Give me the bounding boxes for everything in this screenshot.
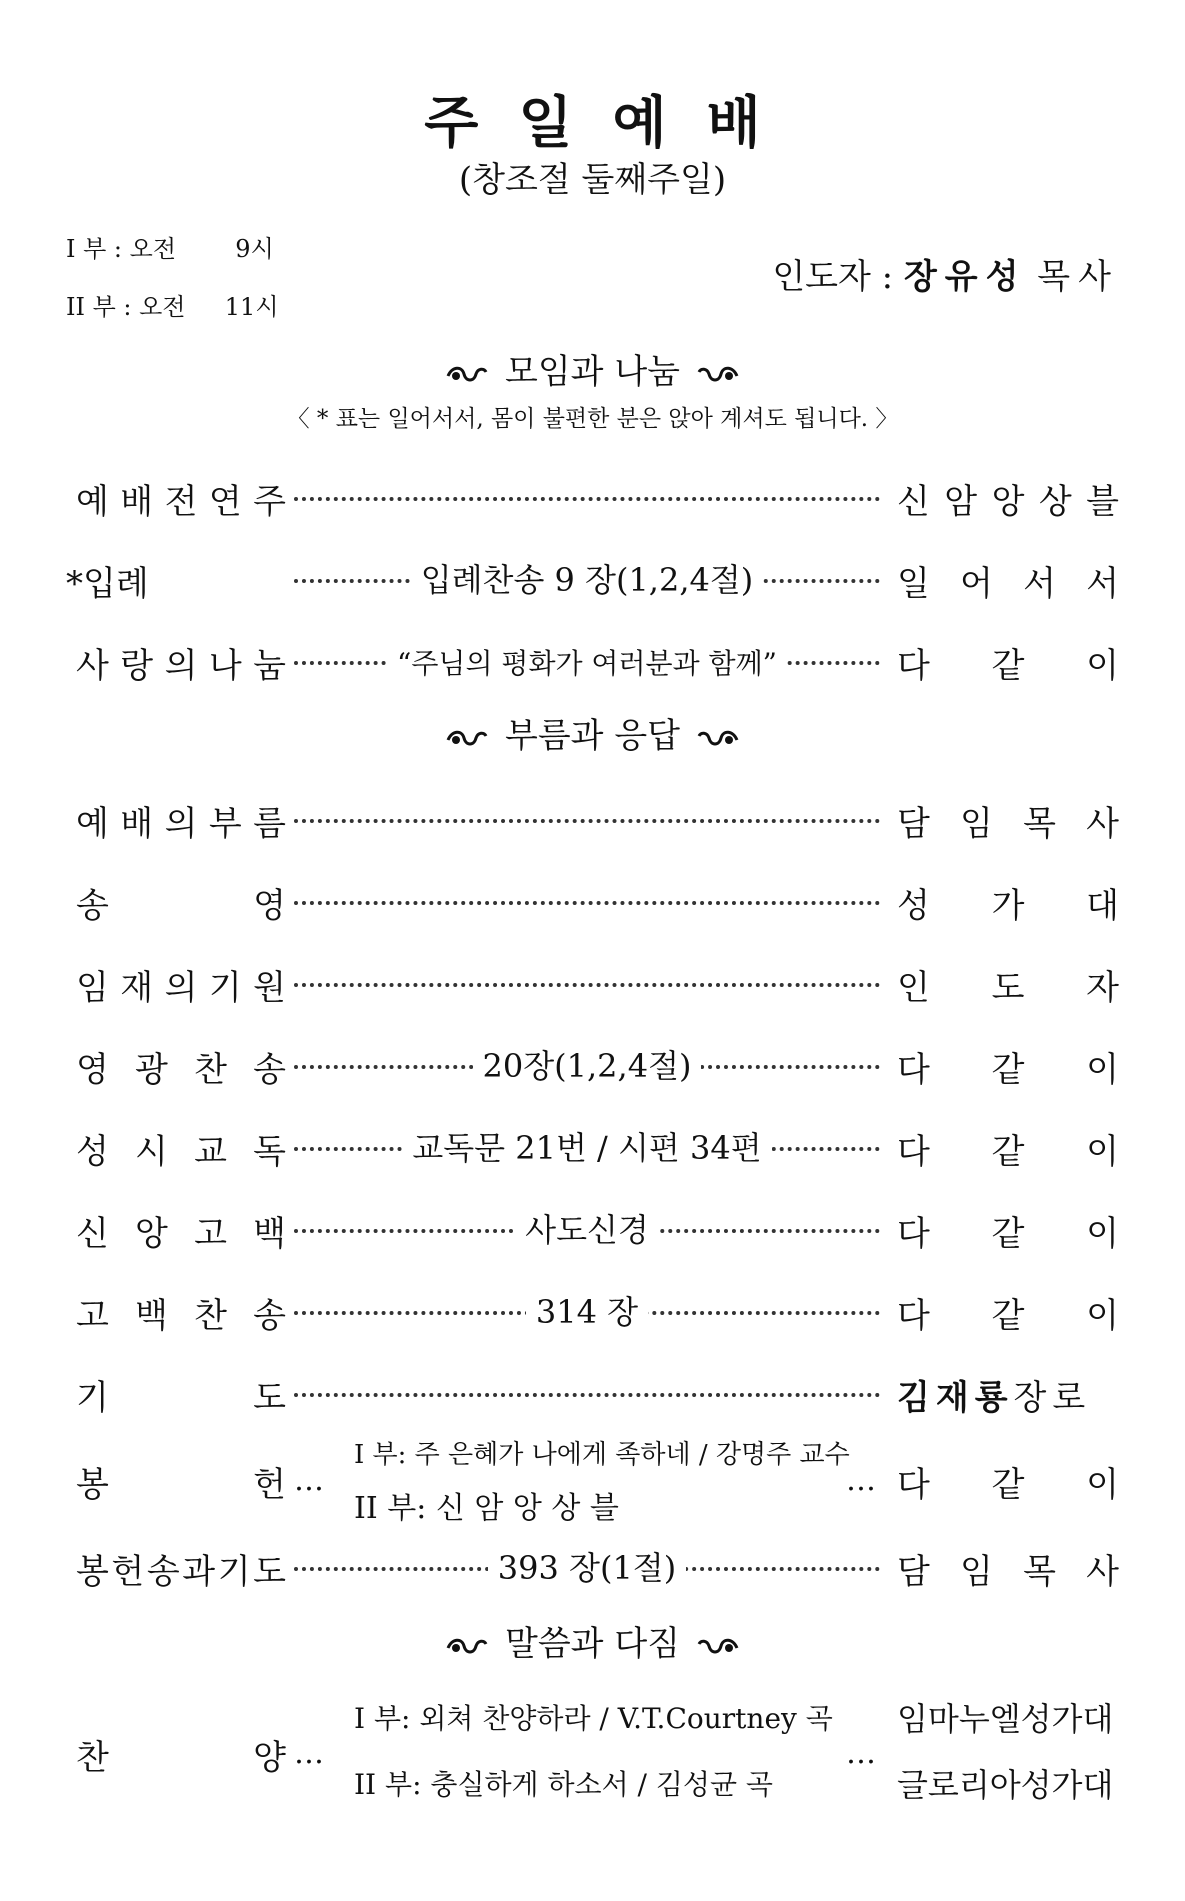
ornament-left-icon (444, 726, 488, 750)
order-label: 임 재 의 기 원 (76, 967, 286, 1008)
order-offering (66, 1426, 1119, 1536)
order-responsible: 다 같 이 (897, 1464, 1119, 1505)
leader-dots (294, 983, 880, 987)
order-label: 기 도 (76, 1377, 286, 1418)
order-entrance (66, 552, 1119, 608)
order-detail: “주님의 평화가 여러분과 함께” (294, 634, 880, 690)
order-label: 송 영 (76, 885, 286, 926)
page-title: 주일예배 (424, 91, 801, 156)
order-responsible: 담 임 목 사 (897, 1551, 1119, 1592)
anthem-part1: I 부: 외쳐 찬양하라 / V.T.Courtney 곡 (354, 1702, 833, 1735)
anthem-choir-1: 임마누엘성가대 (897, 1700, 1114, 1738)
order-offertory-prayer (66, 1540, 1119, 1596)
order-label: 고 백 찬 송 (76, 1295, 286, 1336)
order-label (66, 552, 286, 608)
standing-mark: *입례 (66, 563, 149, 604)
order-responsible: 인 도 자 (897, 967, 1119, 1008)
order-anthem (66, 1694, 1119, 1804)
order-invocation (66, 956, 1119, 1012)
leader-dots (294, 1393, 880, 1397)
order-detail: 교독문 21번 / 시편 34편 (294, 1120, 880, 1176)
order-label: 봉 헌 송 과 기 도 (76, 1551, 286, 1592)
service-time-1: I 부 : 오전 9시 (66, 235, 274, 263)
offering-part2: II 부: 신 암 앙 상 블 (354, 1491, 619, 1526)
service-time-2: II 부 : 오전 11시 (66, 293, 279, 321)
order-label: 찬 양 (76, 1737, 286, 1778)
order-confession-hymn (66, 1284, 1119, 1340)
order-responsible: 일 어 서 서 (897, 563, 1119, 604)
ornament-right-icon (697, 362, 741, 386)
leader-dots (294, 819, 880, 823)
ornament-left-icon (444, 1634, 488, 1658)
worship-leader: 인도자 : 장유성 목사 (772, 257, 1119, 297)
ornament-right-icon (697, 726, 741, 750)
ellipsis-right: … (846, 1736, 876, 1771)
order-doxology (66, 874, 1119, 930)
order-label: 성 시 교 독 (76, 1131, 286, 1172)
ornament-right-icon (697, 1634, 741, 1658)
order-detail: 314 장 (294, 1284, 880, 1340)
order-responsible: 다 같 이 (897, 1213, 1119, 1254)
order-responsible: 김재룡 장로 (897, 1377, 1092, 1418)
section-word-heading: 말씀과 다짐 (0, 1622, 1185, 1666)
section-gathering-heading: 모임과 나눔 (0, 350, 1185, 394)
section-calling-heading: 부름과 응답 (0, 714, 1185, 758)
order-label: 영 광 찬 송 (76, 1049, 286, 1090)
leader-dots (294, 497, 880, 501)
order-prayer (66, 1366, 1119, 1422)
order-hymn-of-glory (66, 1038, 1119, 1094)
offering-part1: I 부: 주 은혜가 나에게 족하네 / 강명주 교수 (354, 1440, 850, 1470)
order-responsible: 담 임 목 사 (897, 803, 1119, 844)
order-label: 예 배 전 연 주 (76, 481, 286, 522)
order-responsible: 다 같 이 (897, 1049, 1119, 1090)
ellipsis-left: … (294, 1463, 324, 1498)
standing-note: 〈 * 표는 일어서서, 몸이 불편한 분은 앉아 계셔도 됩니다. 〉 (286, 406, 899, 432)
order-detail: 393 장(1절) (294, 1540, 880, 1596)
order-detail: 입례찬송 9 장(1,2,4절) (294, 552, 880, 608)
order-label: 사 랑 의 나 눔 (76, 645, 286, 686)
order-detail: 20장(1,2,4절) (294, 1038, 880, 1094)
anthem-choir-2: 글로리아성가대 (897, 1766, 1114, 1804)
order-prelude (66, 470, 1119, 526)
ellipsis-right: … (846, 1463, 876, 1498)
order-responsible: 신 암 앙 상 블 (897, 481, 1119, 522)
order-responsible: 다 같 이 (897, 1295, 1119, 1336)
leader-dots (294, 901, 880, 905)
ornament-left-icon (444, 362, 488, 386)
order-label: 신 앙 고 백 (76, 1213, 286, 1254)
order-label: 봉 헌 (76, 1464, 286, 1505)
anthem-part2: II 부: 충실하게 하소서 / 김성균 곡 (354, 1768, 773, 1801)
page-subtitle: (창조절 둘째주일) (458, 160, 727, 200)
ellipsis-left: … (294, 1736, 324, 1771)
order-label: 예 배 의 부 름 (76, 803, 286, 844)
order-responsive-reading (66, 1120, 1119, 1176)
order-responsible: 다 같 이 (897, 1131, 1119, 1172)
order-sharing (66, 634, 1119, 690)
order-detail: 사도신경 (294, 1202, 880, 1258)
order-responsible: 성 가 대 (897, 885, 1119, 926)
order-call-to-worship (66, 792, 1119, 848)
order-creed (66, 1202, 1119, 1258)
order-responsible: 다 같 이 (897, 645, 1119, 686)
